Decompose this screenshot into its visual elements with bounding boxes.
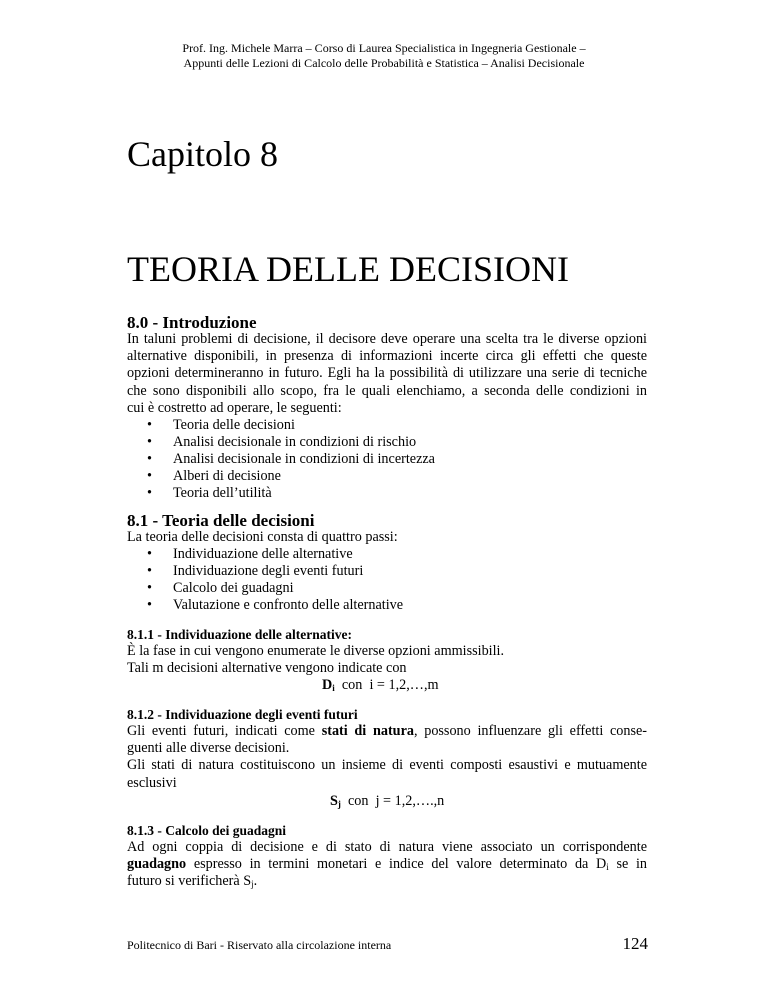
- bullet-icon: •: [147, 597, 152, 613]
- chapter-label: Capitolo 8: [127, 134, 278, 174]
- bullet-icon: •: [147, 485, 152, 501]
- intro-paragraph: [127, 331, 647, 417]
- section-8-1-intro: La teoria delle decisioni consta di quattro passi:: [127, 529, 398, 545]
- paragraph-line: Gli eventi futuri, indicati come stati di natura, possono influenzare gli effetti conse-: [127, 723, 648, 739]
- subsection-heading-8-1-2: 8.1.2 - Individuazione degli eventi futuri: [127, 707, 358, 722]
- bullet-icon: •: [147, 546, 152, 562]
- subsection-8-1-1-line-1: È la fase in cui vengono enumerate le diverse opzioni ammissibili.: [127, 643, 505, 659]
- footer-text: Politecnico di Bari - Riservato alla circolazione interna: [127, 938, 392, 952]
- running-header-line-1: Prof. Ing. Michele Marra – Corso di Laurea Specialistica in Ingegneria Gestionale –: [182, 41, 586, 55]
- paragraph-line: opzioni determineranno in futuro. Egli ha la possibilità di utilizzare una serie di tecniche: [127, 365, 647, 382]
- page-number: 124: [622, 934, 648, 953]
- paragraph-line: alternative disponibili, in presenza di informazioni incerte circa gli effetti che queste: [127, 348, 647, 365]
- subsection-8-1-2-paragraph: [127, 723, 647, 792]
- section-heading-8-1: 8.1 - Teoria delle decisioni: [127, 511, 315, 530]
- paragraph-line: Ad ogni coppia di decisione e di stato di natura viene associato un corrispondente: [127, 839, 647, 855]
- bullet-icon: •: [147, 434, 152, 450]
- formula-decisions: $D_i$ con i = 1,2,…,m: [322, 677, 439, 693]
- section-heading-intro: 8.0 - Introduzione: [127, 313, 257, 332]
- paragraph-line: esclusivi: [127, 774, 177, 791]
- paragraph-line: guadagno espresso in termini monetari e indice del valore determinato da $D_i$ se in: [127, 856, 647, 873]
- bullet-icon: •: [147, 580, 152, 596]
- subsection-heading-8-1-1: 8.1.1 - Individuazione delle alternative:: [127, 627, 352, 642]
- paragraph-line: futuro si verificherà $S_j$.: [127, 873, 258, 890]
- paragraph-line: guenti alle diverse decisioni.: [127, 740, 290, 757]
- bullet-icon: •: [147, 417, 152, 433]
- bullet-icon: •: [147, 451, 152, 467]
- subsection-8-1-1-line-2: Tali m decisioni alternative vengono indicate con: [127, 660, 407, 676]
- bullet-icon: •: [147, 468, 152, 484]
- formula-states-of-nature: $S_j$ con j = 1,2,….,n: [330, 793, 445, 809]
- paragraph-line: cui è costretto ad operare, le seguenti:: [127, 399, 342, 416]
- chapter-title: TEORIA DELLE DECISIONI: [127, 249, 569, 289]
- subsection-heading-8-1-3: 8.1.3 - Calcolo dei guadagni: [127, 823, 287, 838]
- paragraph-line: che sono disponibili allo scopo, fra le quali elenchiamo, a seconda delle condizioni in: [127, 382, 647, 399]
- subsection-8-1-3-paragraph: [127, 839, 647, 891]
- bullet-icon: •: [147, 563, 152, 579]
- running-header-line-2: Appunti delle Lezioni di Calcolo delle Probabilità e Statistica – Analisi Decisionale: [183, 56, 585, 70]
- paragraph-line: Gli stati di natura costituiscono un insieme di eventi composti esaustivi e mutuamente: [127, 757, 647, 774]
- paragraph-line: In taluni problemi di decisione, il decisore deve operare una scelta tra le diverse opzioni: [127, 331, 647, 347]
